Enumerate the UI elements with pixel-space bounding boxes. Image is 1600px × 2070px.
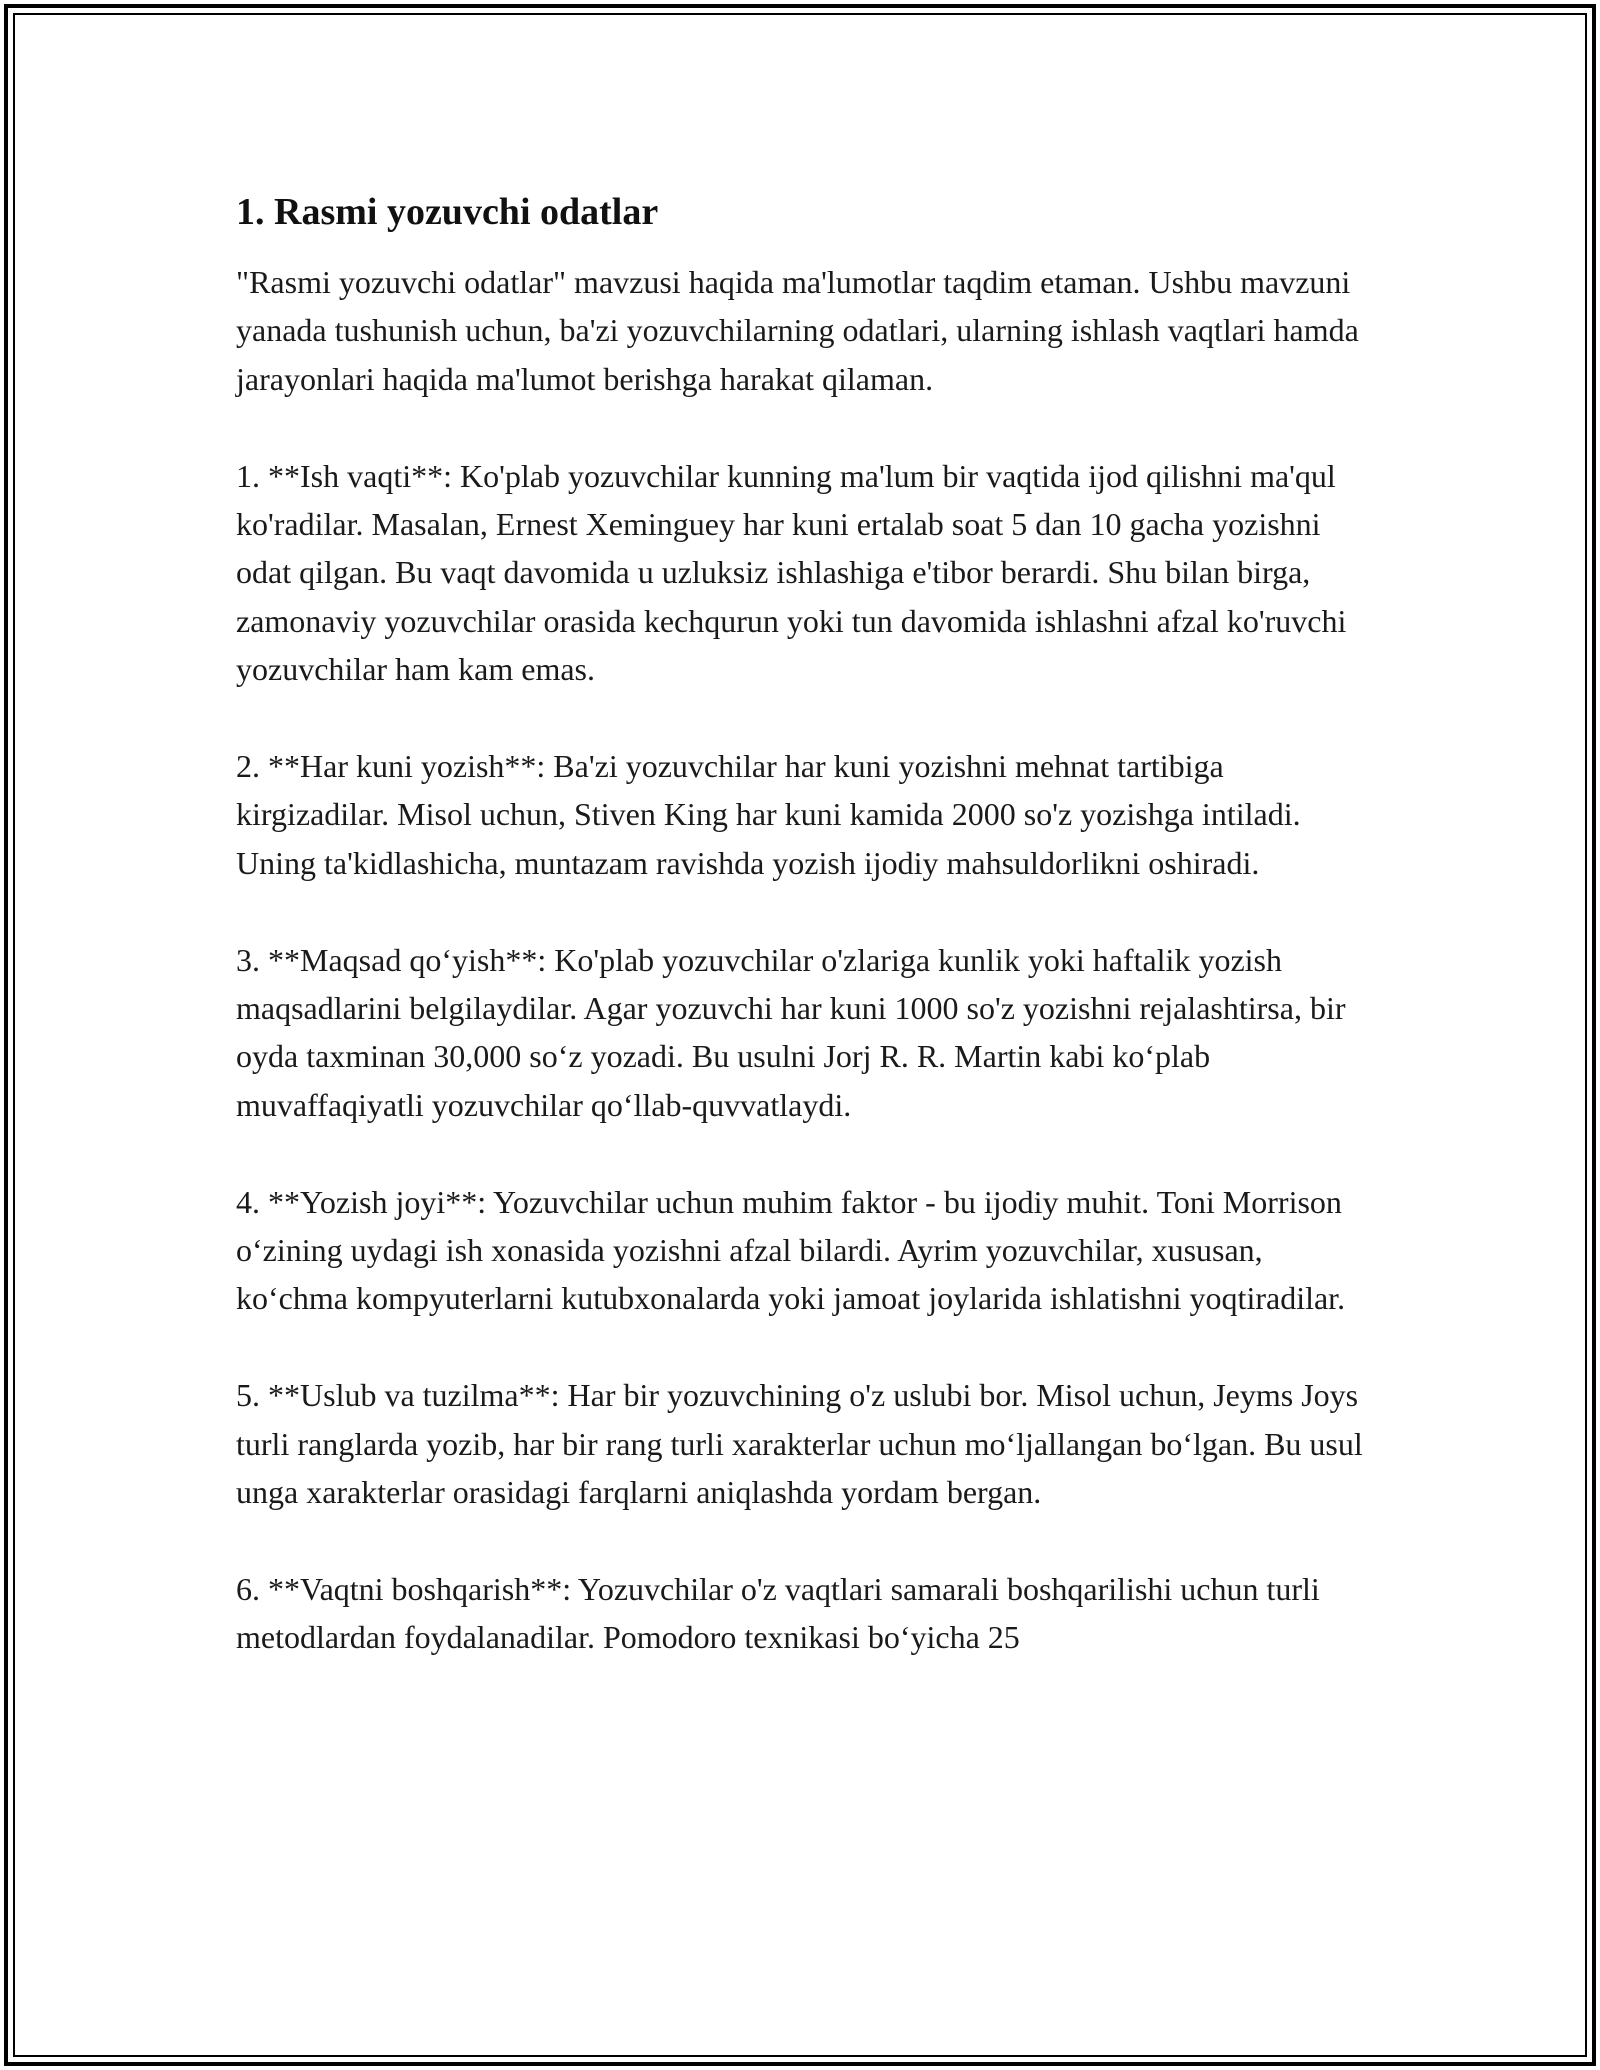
intro-paragraph: "Rasmi yozuvchi odatlar" mavzusi haqida ma'lumotlar taqdim etaman. Ushbu mavzuni yanada tushunish uchun, ba'zi yozuvchilarning odatlari, ularning ishlash vaqtlari hamda jarayonlari haqida ma'lumot berishga harakat qilaman. bbox=[236, 264, 1359, 397]
paragraph-yozish-joyi: 4. **Yozish joyi**: Yozuvchilar uchun muhim faktor - bu ijodiy muhit. Toni Morrison o‘zining uydagi ish xonasida yozishni afzal bilardi. Ayrim yozuvchilar, xususan, ko‘chma kompyuterlarni kutubxonalarda yoki jamoat joylarida ishlatishni yoqtiradilar. bbox=[236, 1183, 1346, 1317]
document-title: 1. Rasmi yozuvchi odatlar bbox=[236, 191, 659, 233]
paragraph-maqsad-qoyish: 3. **Maqsad qo‘yish**: Ko'plab yozuvchilar o'zlariga kunlik yoki haftalik yozish maqsadlarini belgilaydilar. Agar yozuvchi har kuni 1000 so'z yozishni rejalashtirsa, bir oyda taxminan 30,000 so‘z yozadi. Bu usulni Jorj R. R. Martin kabi ko‘plab muvaffaqiyatli yozuvchilar qo‘llab-quvvatlaydi. bbox=[236, 941, 1346, 1123]
paragraph-uslub-va-tuzilma: 5. **Uslub va tuzilma**: Har bir yozuvchining o'z uslubi bor. Misol uchun, Jeyms Joys turli ranglarda yozib, har bir rang turli xarakterlar uchun mo‘ljallangan bo‘lgan. Bu usul unga xarakterlar orasidagi farqlarni aniqlashda yordam bergan. bbox=[236, 1377, 1363, 1511]
paragraph-vaqtni-boshqarish: 6. **Vaqtni boshqarish**: Yozuvchilar o'z vaqtlari samarali boshqarilishi uchun turli metodlardan foydalanadilar. Pomodoro texnikasi bo‘yicha 25 bbox=[236, 1570, 1320, 1656]
paragraph-ish-vaqti: 1. **Ish vaqti**: Ko'plab yozuvchilar kunning ma'lum bir vaqtida ijod qilishni ma'qul ko'radilar. Masalan, Ernest Xeminguey har kuni ertalab soat 5 dan 10 gacha yozishni odat qilgan. Bu vaqt davomida u uzluksiz ishlashiga e'tibor berardi. Shu bilan birga, zamonaviy yozuvchilar orasida kechqurun yoki tun davomida ishlashni afzal ko'ruvchi yozuvchilar ham kam emas. bbox=[236, 457, 1347, 688]
document-body bbox=[236, 186, 1376, 1710]
paragraph-har-kuni-yozish: 2. **Har kuni yozish**: Ba'zi yozuvchilar har kuni yozishni mehnat tartibiga kirgizadilar. Misol uchun, Stiven King har kuni kamida 2000 so'z yozishga intiladi. Uning ta'kidlashicha, muntazam ravishda yozish ijodiy mahsuldorlikni oshiradi. bbox=[236, 748, 1301, 881]
